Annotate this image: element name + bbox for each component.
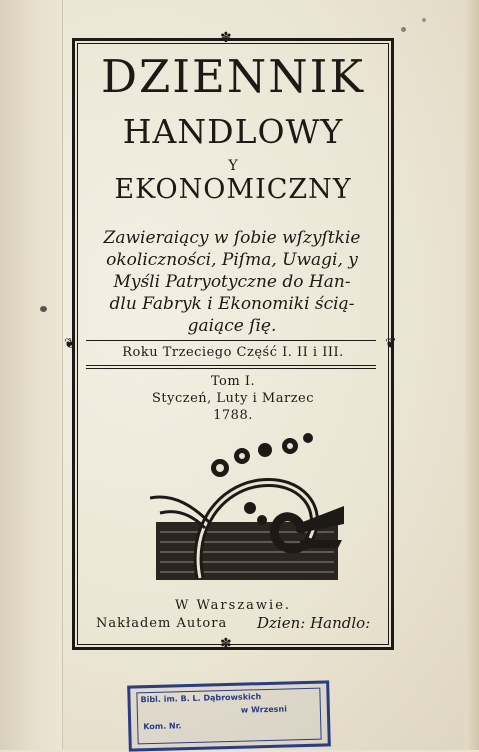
title-line-3: EKONOMICZNY xyxy=(114,174,352,205)
title-line-2: HANDLOWY xyxy=(122,112,344,151)
year: 1788. xyxy=(213,408,253,423)
woodcut-vignette-icon xyxy=(150,428,344,588)
subtitle-line: okoliczności, Piſma, Uwagi, y xyxy=(106,250,358,270)
stamp-line: Bibl. im. B. L. Dąbrowskich xyxy=(140,692,262,705)
library-stamp xyxy=(127,680,331,751)
top-ornament-icon: ✽ xyxy=(220,30,232,46)
subtitle-line: gaiące ſię. xyxy=(187,316,277,336)
year-parts: Roku Trzeciego Część I. II i III. xyxy=(122,345,344,360)
ink-spot xyxy=(40,306,47,312)
left-ornament-icon: ❦ xyxy=(64,336,76,352)
publisher-label: Nakładem Autora xyxy=(96,616,228,631)
ink-spot xyxy=(422,18,426,22)
place: W Warszawie. xyxy=(174,598,292,613)
subtitle-line: Myśli Patryotyczne do Han- xyxy=(113,272,351,292)
title-conjunction: Y xyxy=(228,158,238,174)
ink-spot xyxy=(401,27,406,32)
page-edge xyxy=(465,0,479,750)
title-line-1: DZIENNIK xyxy=(100,50,366,103)
subtitle-line: dlu Fabryk i Ekonomiki ścią- xyxy=(109,294,355,314)
bottom-ornament-icon: ✽ xyxy=(220,636,232,652)
months: Styczeń, Luty i Marzec xyxy=(151,391,315,406)
volume: Tom I. xyxy=(210,374,256,389)
right-ornament-icon: ❦ xyxy=(385,336,397,352)
stamp-line: Kom. Nr. xyxy=(143,721,182,732)
stamp-line: w Wrzesni xyxy=(240,704,288,715)
binding-gutter xyxy=(0,0,63,750)
divider xyxy=(86,340,376,341)
subtitle-line: Zawieraiący w ſobie wſzyſtkie xyxy=(103,228,361,248)
divider xyxy=(86,368,376,369)
publisher-script: Dzien: Handlo: xyxy=(257,614,371,632)
divider xyxy=(86,365,376,366)
